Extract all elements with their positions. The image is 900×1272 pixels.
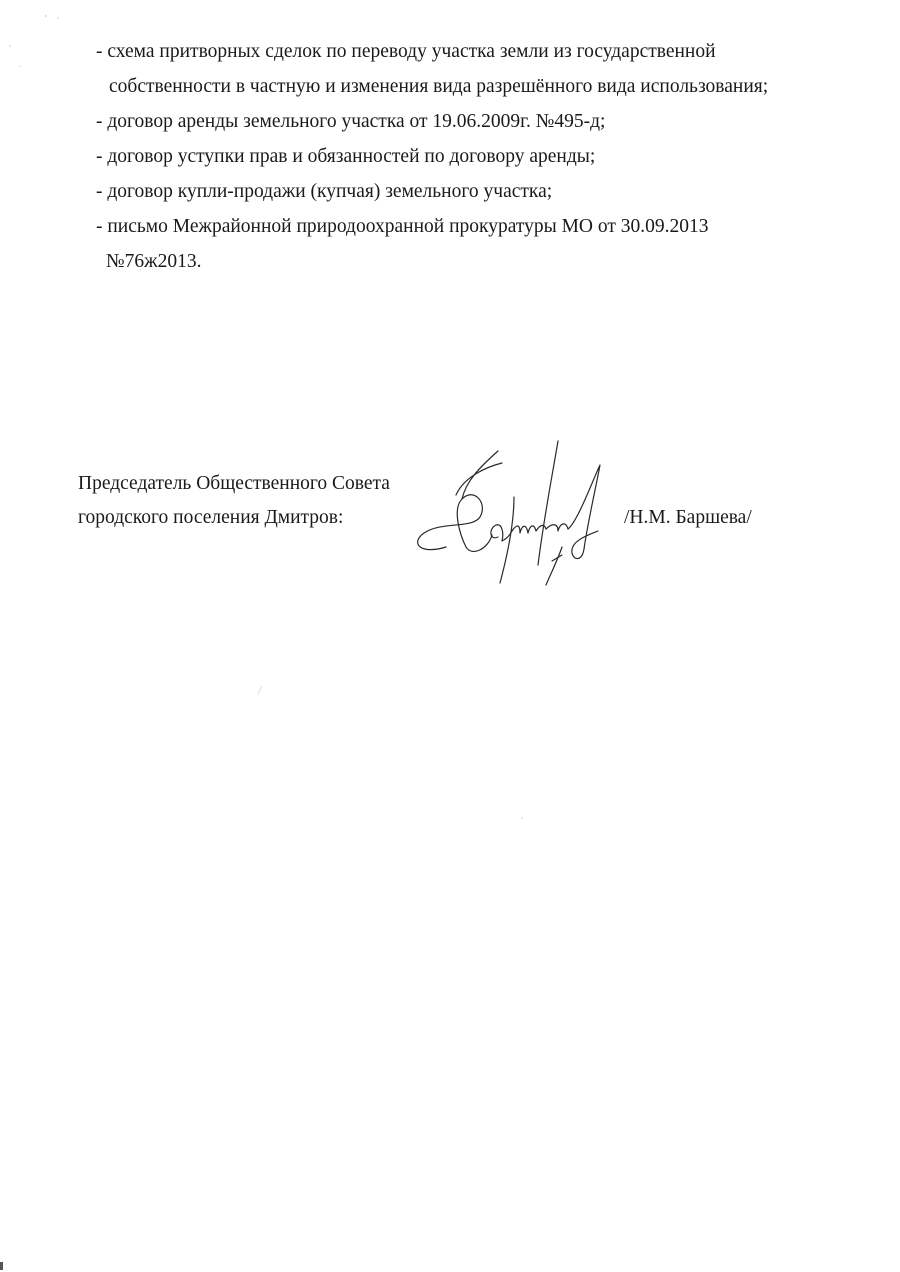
signer-title-line: городского поселения Дмитров:	[78, 507, 344, 528]
list-item	[96, 34, 856, 104]
list-item-line: - договор купли-продажи (купчая) земельного участка;	[96, 181, 553, 202]
signer-title	[78, 467, 390, 535]
handwritten-signature	[402, 437, 612, 587]
list-item-line: - договор уступки прав и обязанностей по договору аренды;	[96, 146, 596, 167]
list-item-continuation: №76ж2013.	[106, 251, 202, 272]
list-item-continuation: собственности в частную и изменения вида разрешённого вида использования;	[109, 76, 769, 97]
list-item-line: - договор аренды земельного участка от 19.06.2009г. №495-д;	[96, 111, 606, 132]
signer-name: /Н.М. Баршева/	[624, 507, 752, 528]
list-item	[96, 209, 856, 279]
list-item	[96, 104, 856, 139]
attachment-list	[96, 34, 856, 279]
list-item-line: - письмо Межрайонной природоохранной прокуратуры МО от 30.09.2013	[96, 216, 709, 237]
list-item-line: - схема притворных сделок по переводу участка земли из государственной	[96, 41, 716, 62]
signer-title-line: Председатель Общественного Совета	[78, 473, 390, 494]
list-item	[96, 174, 856, 209]
list-item	[96, 139, 856, 174]
